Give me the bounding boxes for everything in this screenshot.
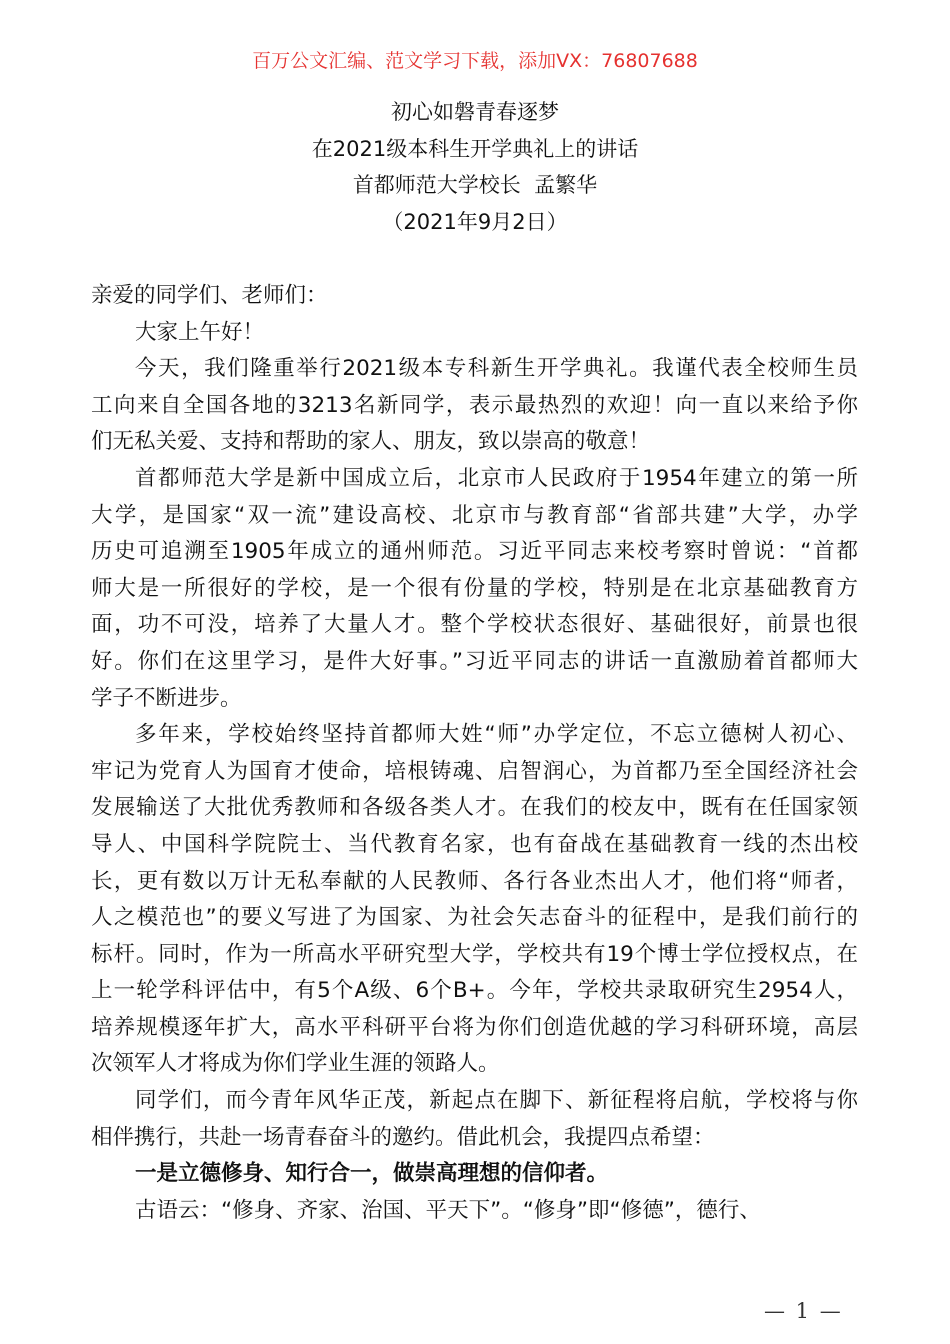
text-line: 今天，我们隆重举行2021级本专科新生开学典礼。我谨代表全校师生员 [135,356,858,382]
speech-occasion: 在2021级本科生开学典礼上的讲话 [311,136,639,161]
title-block [0,94,950,241]
text-line: 们无私关爱、支持和帮助的家人、朋友，致以崇高的敬意！ [91,429,651,455]
text-line: 上一轮学科评估中，有5个A级、6个B+。今年，学校共录取研究生2954人， [91,978,858,1004]
text-line: 亲爱的同学们、老师们： [91,283,328,308]
text-line: 大家上午好！ [135,319,265,345]
text-line: 工向来自全国各地的3213名新同学，表示最热烈的欢迎！向一直以来给予你 [91,392,858,418]
text-line: 长，更有数以万计无私奉献的人民教师、各行各业杰出人才，他们将“师者， [91,868,858,894]
text-line: 发展输送了大批优秀教师和各级各类人才。在我们的校友中，既有在任国家领 [91,795,858,821]
text-line: 次领军人才将成为你们学业生涯的领路人。 [91,1051,500,1077]
paragraph [91,278,858,315]
text-line: 师大是一所很好的学校，是一个很有份量的学校，特别是在北京基础教育方 [91,575,858,601]
text-line: 培养规模逐年扩大，高水平科研平台将为你们创造优越的学习科研环境，高层 [91,1014,858,1040]
watermark-banner: 百万公文汇编、范文学习下载，添加VX：76807688 [252,50,698,72]
text-line: 相伴携行，共赴一场青春奋斗的邀约。借此机会，我提四点希望： [91,1124,715,1150]
text-line: 标杆。同时，作为一所高水平研究型大学，学校共有19个博士学位授权点，在 [91,941,858,967]
paragraph [91,1083,858,1156]
text-line: 导人、中国科学院院士、当代教育名家，也有奋战在基础教育一线的杰出校 [91,831,858,857]
paragraph [91,315,858,352]
page-number: — 1 — [764,1299,843,1323]
text-line: 大学，是国家“双一流”建设高校、北京市与教育部“省部共建”大学，办学 [91,502,858,528]
text-line: 学子不断进步。 [91,685,242,711]
text-line: 人之模范也”的要义写进了为国家、为社会矢志奋斗的征程中，是我们前行的 [91,905,858,931]
text-line: 面，功不可没，培养了大量人才。整个学校状态很好、基础很好，前景也很 [91,612,858,638]
paragraph [91,1193,858,1230]
speech-date: （2021年9月2日） [382,210,568,235]
text-line: 多年来，学校始终坚持首都师大姓“师”办学定位，不忘立德树人初心、 [135,722,858,748]
text-line: 一是立德修身、知行合一，做崇高理想的信仰者。 [135,1161,609,1187]
speech-title: 初心如磐青春逐梦 [391,100,559,124]
paragraph [91,351,858,461]
text-line: 同学们，而今青年风华正茂，新起点在脚下、新征程将启航，学校将与你 [135,1088,858,1114]
text-line: 牢记为党育人为国育才使命，培根铸魂、启智润心，为首都乃至全国经济社会 [91,758,858,784]
speaker: 首都师范大学校长 孟繁华 [352,173,598,198]
document-body [91,278,858,1229]
section-heading [91,1156,858,1193]
text-line: 好。你们在这里学习，是件大好事。”习近平同志的讲话一直激励着首都师大 [91,648,858,674]
text-line: 古语云：“修身、齐家、治国、平天下”。“修身”即“修德”，德行、 [135,1197,761,1223]
text-line: 首都师范大学是新中国成立后，北京市人民政府于1954年建立的第一所 [135,465,858,491]
paragraph [91,461,858,717]
text-line: 历史可追溯至1905年成立的通州师范。习近平同志来校考察时曾说：“首都 [91,539,858,565]
paragraph [91,717,858,1083]
